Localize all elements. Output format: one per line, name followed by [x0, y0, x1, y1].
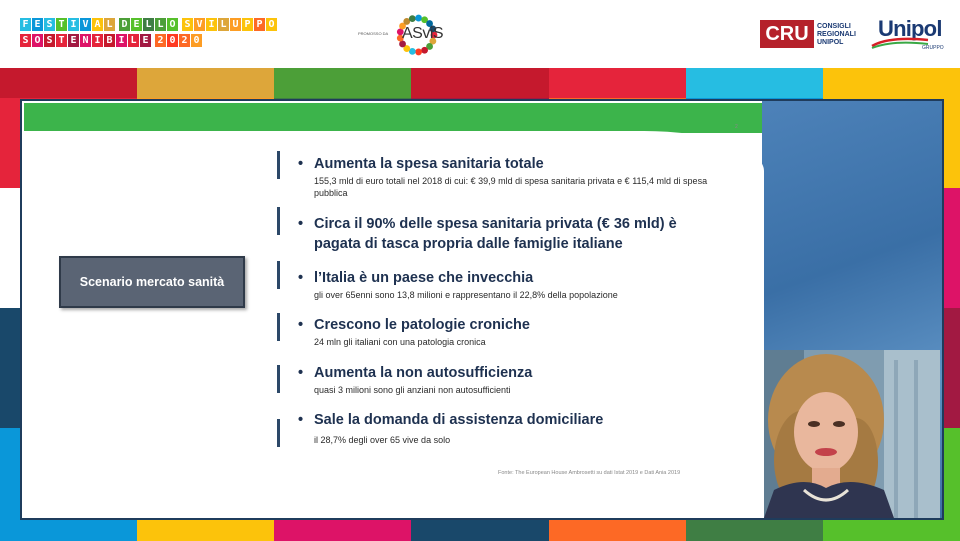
- unipol-name: Unipol: [878, 16, 942, 41]
- sdg-tile: [549, 68, 687, 98]
- source-note: Fonte: The European House Ambrosetti su dati Istat 2019 e Dati Ania 2019: [498, 470, 681, 476]
- bullet-bar: [277, 261, 280, 289]
- festival-letter: U: [230, 18, 241, 31]
- sdg-dot: [415, 15, 422, 22]
- unipol-swoosh-icon: [870, 34, 930, 50]
- sdg-tile: [823, 68, 960, 98]
- festival-letter: E: [131, 18, 142, 31]
- sdg-tile: [411, 68, 549, 98]
- bullet-subtext: 24 mln gli italiani con una patologia cronica: [314, 337, 486, 347]
- speaker-portrait-image: [764, 350, 940, 518]
- asvis-logo-block: [358, 12, 458, 58]
- festival-letter: L: [155, 18, 166, 31]
- festival-letter: V: [80, 18, 91, 31]
- festival-letter: I: [68, 18, 79, 31]
- festival-letter: 0: [167, 34, 178, 47]
- sdg-dot: [409, 15, 416, 22]
- bullet-bar: [277, 419, 280, 447]
- festival-letter: S: [20, 34, 31, 47]
- festival-letter: L: [143, 18, 154, 31]
- bullet-title: • Circa il 90% delle spesa sanitaria privata (€ 36 mld) è pagata di tasca propria dalle famiglie italiane: [296, 214, 726, 254]
- unipol-logo: [870, 14, 950, 56]
- cru-logo: CRU: [760, 20, 814, 48]
- slide-header-band: [24, 103, 762, 133]
- sdg-tile: [0, 68, 138, 98]
- festival-logo: [20, 18, 277, 50]
- festival-letter: V: [194, 18, 205, 31]
- unisalute-logo: UniSalute: [648, 500, 692, 511]
- festival-word: [20, 18, 115, 31]
- festival-letter: L: [128, 34, 139, 47]
- bullet-item: [296, 363, 756, 396]
- speaker-webcam: [764, 350, 940, 518]
- bullet-bar: [277, 365, 280, 393]
- sdg-tile: [274, 68, 412, 98]
- cru-sub-line: UNIPOL: [817, 39, 844, 46]
- festival-letter: O: [167, 18, 178, 31]
- scenario-label-box: Scenario mercato sanità: [59, 256, 245, 308]
- bullet-title: • l’Italia è un paese che invecchia: [296, 268, 756, 288]
- festival-letter: B: [104, 34, 115, 47]
- bullet-subtext: quasi 3 milioni sono gli anziani non autosufficienti: [314, 385, 511, 395]
- bullet-subtext: 155,3 mld di euro totali nel 2018 di cui: € 39,9 mld di spesa sanitaria privata e € 115,4 mld di spesa pubblica: [314, 176, 708, 198]
- bullet-bar: [277, 313, 280, 341]
- festival-letter: 2: [155, 34, 166, 47]
- dello-word: [119, 18, 178, 31]
- sdg-dot: [421, 47, 428, 54]
- bullet-item: [296, 410, 756, 446]
- unipol-gruppo-label: GRUPPO: [922, 45, 944, 51]
- festival-letter: D: [119, 18, 130, 31]
- festival-letter: E: [140, 34, 151, 47]
- slide-page-number: 2: [735, 124, 738, 130]
- festival-letter: F: [20, 18, 31, 31]
- festival-letter: T: [56, 34, 67, 47]
- festival-letter: L: [218, 18, 229, 31]
- festival-letter: P: [254, 18, 265, 31]
- festival-letter: S: [44, 34, 55, 47]
- bullet-title: • Crescono le patologie croniche: [296, 315, 756, 335]
- bullet-title: • Aumenta la non autosufficienza: [296, 363, 756, 383]
- festival-letter: I: [92, 34, 103, 47]
- festival-letter: E: [68, 34, 79, 47]
- sdg-dot: [415, 49, 422, 56]
- festival-letter: E: [32, 18, 43, 31]
- festival-letter: I: [206, 18, 217, 31]
- bullet-bar: [277, 207, 280, 235]
- bullet-item: [296, 268, 756, 301]
- event-header: [0, 0, 960, 68]
- festival-letter: 0: [191, 34, 202, 47]
- cru-sub-line: CONSIGLI: [817, 23, 851, 30]
- sdg-tile: [137, 68, 275, 98]
- promosso-da-label: PROMOSSO DA: [358, 31, 389, 36]
- festival-letter: N: [80, 34, 91, 47]
- bullet-item: [296, 315, 756, 348]
- cru-sub-line: REGIONALI: [817, 31, 856, 38]
- festival-letter: 2: [179, 34, 190, 47]
- festival-letter: A: [92, 18, 103, 31]
- bullet-title: • Sale la domanda di assistenza domiciliare: [296, 410, 756, 430]
- cru-subtitle: [817, 23, 856, 47]
- festival-letter: T: [56, 18, 67, 31]
- bullet-item: [296, 154, 756, 199]
- festival-letter: I: [116, 34, 127, 47]
- festival-letter: O: [266, 18, 277, 31]
- sdg-tile: [686, 68, 824, 98]
- festival-letter: S: [182, 18, 193, 31]
- bullet-title: • Aumenta la spesa sanitaria totale: [296, 154, 756, 174]
- asvis-name: ASviS: [402, 25, 444, 42]
- festival-letter: L: [104, 18, 115, 31]
- bullet-item: [296, 214, 726, 254]
- sostenibile-word: [20, 34, 151, 47]
- bullet-bar: [277, 151, 280, 179]
- year-word: [155, 34, 202, 47]
- festival-letter: P: [242, 18, 253, 31]
- sviluppo-word: [182, 18, 277, 31]
- festival-letter: O: [32, 34, 43, 47]
- bullet-subtext: gli over 65enni sono 13,8 milioni e rappresentano il 22,8% della popolazione: [314, 290, 618, 300]
- bullet-subtext: il 28,7% degli over 65 vive da solo: [314, 435, 451, 445]
- festival-letter: S: [44, 18, 55, 31]
